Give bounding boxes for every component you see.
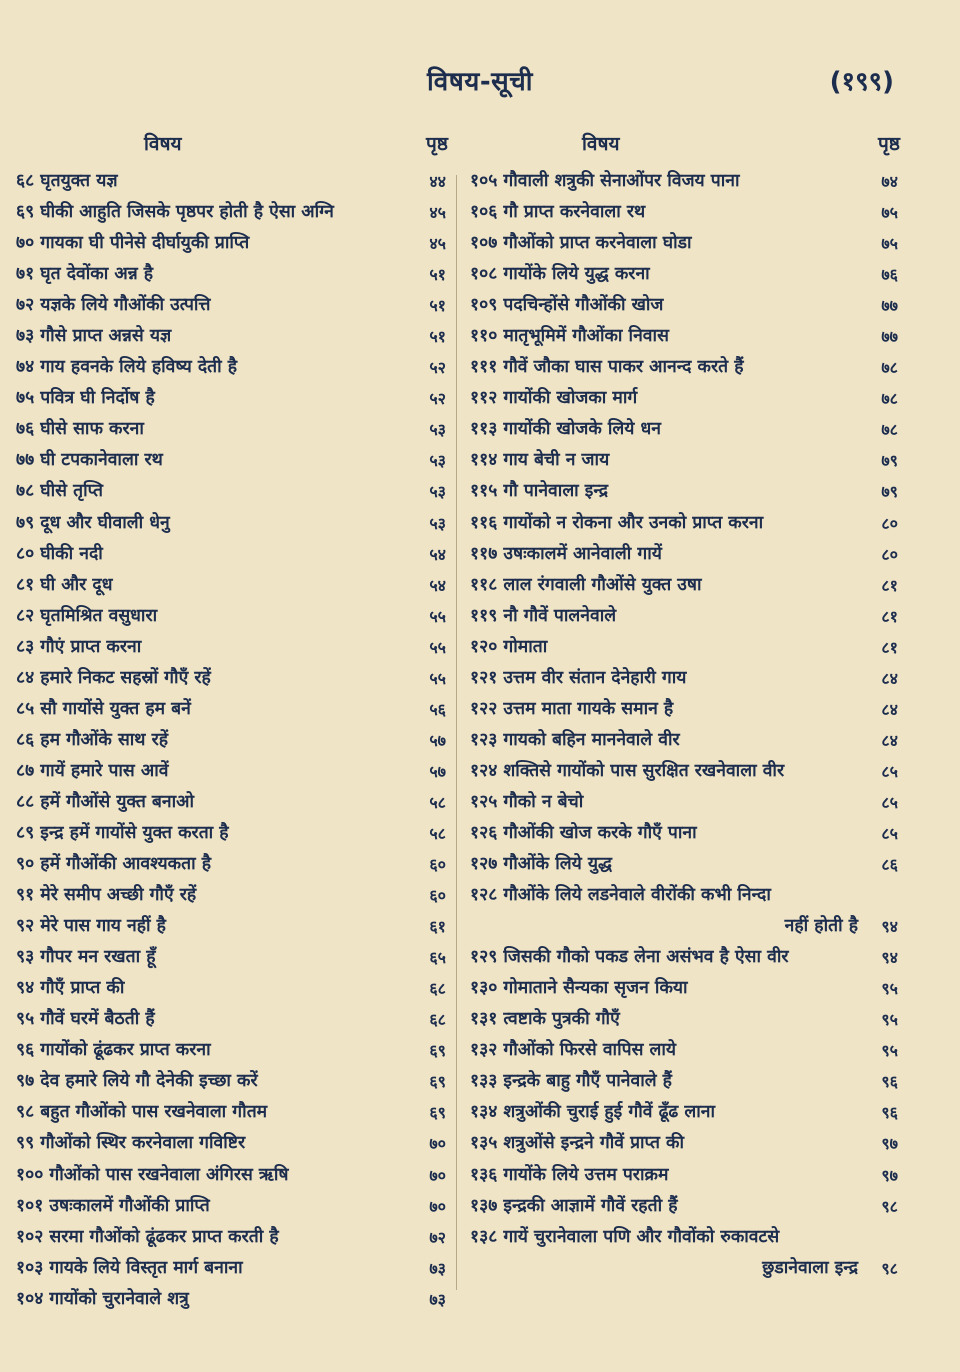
entry-page: ९५ xyxy=(881,1041,898,1061)
entry-page: ५६ xyxy=(429,699,446,719)
subject-heading: विषय xyxy=(582,133,620,155)
entry-page: ६० xyxy=(429,855,446,875)
entry-title: १२४ शक्तिसे गायोंको पास सुरक्षित रखनेवाला वीर xyxy=(470,760,785,781)
toc-entry xyxy=(16,1160,450,1191)
toc-entry xyxy=(470,1191,902,1222)
subject-heading: विषय xyxy=(144,133,182,155)
toc-entry xyxy=(16,663,450,694)
toc-entry xyxy=(470,290,902,321)
entry-page: ५१ xyxy=(429,327,446,347)
entry-page: ८५ xyxy=(881,792,898,812)
entry-page: ५४ xyxy=(429,575,446,595)
entry-title: ११२ गायोंकी खोजका मार्ग xyxy=(470,388,638,409)
entry-page: ५३ xyxy=(429,482,446,502)
entry-title: १३० गोमाताने सैन्यका सृजन किया xyxy=(470,978,688,999)
entry-page: ५२ xyxy=(429,389,446,409)
entry-title: ६९ घीकी आहुति जिसके पृष्ठपर होती है ऐसा अग्नि xyxy=(16,202,334,223)
entry-page: ८१ xyxy=(881,575,898,595)
toc-entry xyxy=(470,1128,902,1159)
entry-title: ९४ गौएँ प्राप्त की xyxy=(16,978,125,999)
toc-entry xyxy=(16,508,450,539)
toc-entry xyxy=(16,1066,450,1097)
toc-entry xyxy=(470,1097,902,1128)
entry-title: ११६ गायोंको न रोकना और उनको प्राप्त करना xyxy=(470,512,764,533)
entry-title: १२३ गायको बहिन माननेवाले वीर xyxy=(470,729,680,750)
entry-title: ८२ घृतमिश्रित वसुधारा xyxy=(16,605,158,626)
entry-title: ७५ पवित्र घी निर्दोष है xyxy=(16,388,155,409)
entry-page: ७९ xyxy=(881,451,898,471)
toc-entry xyxy=(16,259,450,290)
entry-page: ५५ xyxy=(429,637,446,657)
entry-title: ११७ उषःकालमें आनेवाली गायें xyxy=(470,543,662,564)
entry-title: ८५ सौ गायोंसे युक्त हम बनें xyxy=(16,698,191,719)
entry-page: ७० xyxy=(429,1134,446,1154)
entry-title: ८४ हमारे निकट सहस्रों गौएँ रहें xyxy=(16,667,211,688)
toc-entry xyxy=(470,197,902,228)
entry-title: १३५ शत्रुओंसे इन्द्रने गौवें प्राप्त की xyxy=(470,1133,684,1154)
entry-page: ६१ xyxy=(429,917,446,937)
entry-title: १३८ गायें चुरानेवाला पणि और गौवोंको रुकावटसे xyxy=(470,1226,780,1247)
entry-page: ५८ xyxy=(429,792,446,812)
left-column-header xyxy=(16,130,450,166)
entry-title: १३१ त्वष्टाके पुत्रकी गौएँ xyxy=(470,1009,620,1030)
toc-entry xyxy=(470,1253,902,1284)
toc-entry xyxy=(16,1097,450,1128)
entry-page: ६५ xyxy=(429,948,446,968)
entry-page: ९५ xyxy=(881,979,898,999)
toc-entry xyxy=(16,476,450,507)
toc-entry xyxy=(470,663,902,694)
toc-entry xyxy=(470,632,902,663)
entry-title: ७८ घीसे तृप्ति xyxy=(16,481,103,502)
entry-page: ५३ xyxy=(429,420,446,440)
entry-title: १३४ शत्रुओंकी चुराई हुई गौवें ढूँढ लाना xyxy=(470,1102,716,1123)
toc-entry xyxy=(470,911,902,942)
entry-title: १०७ गौओंको प्राप्त करनेवाला घोडा xyxy=(470,233,692,254)
entry-page: ४५ xyxy=(429,234,446,254)
entry-title: ११३ गायोंकी खोजके लिये धन xyxy=(470,419,662,440)
toc-entry xyxy=(470,476,902,507)
entry-page: ५१ xyxy=(429,296,446,316)
toc-entry xyxy=(470,880,902,911)
entry-page: ७० xyxy=(429,1196,446,1216)
entry-title: ७४ गाय हवनके लिये हविष्य देती है xyxy=(16,357,238,378)
toc-entry xyxy=(16,1284,450,1315)
toc-entry xyxy=(16,166,450,197)
entry-title: ८९ इन्द्र हमें गायोंसे युक्त करता है xyxy=(16,822,229,843)
toc-entry xyxy=(470,508,902,539)
entry-page: ५५ xyxy=(429,668,446,688)
toc-entry xyxy=(16,725,450,756)
entry-title: १०३ गायके लिये विस्तृत मार्ग बनाना xyxy=(16,1257,243,1278)
entry-title: १२६ गौओंकी खोज करके गौएँ पाना xyxy=(470,822,697,843)
toc-entry xyxy=(470,1035,902,1066)
toc-entry xyxy=(470,942,902,973)
toc-entry xyxy=(16,942,450,973)
left-column xyxy=(16,130,450,1315)
entry-title: १०५ गौवाली शत्रुकी सेनाओंपर विजय पाना xyxy=(470,171,740,191)
toc-entry xyxy=(470,166,902,197)
toc-entry xyxy=(16,880,450,911)
entry-title: १२७ गौओंके लिये युद्ध xyxy=(470,854,612,875)
toc-entry xyxy=(16,756,450,787)
toc-entry xyxy=(16,321,450,352)
entry-title: ९५ गौवें घरमें बैठती हैं xyxy=(16,1009,155,1030)
toc-entry xyxy=(16,570,450,601)
entry-page: ६८ xyxy=(429,979,446,999)
entry-page: ८४ xyxy=(881,730,898,750)
toc-entry xyxy=(470,570,902,601)
toc-entry xyxy=(16,445,450,476)
entry-page: ८६ xyxy=(881,855,898,875)
entry-page: ५४ xyxy=(429,544,446,564)
entry-title: ६८ घृतयुक्त यज्ञ xyxy=(16,171,118,191)
entry-page: ५५ xyxy=(429,606,446,626)
entry-title: १२० गोमाता xyxy=(470,636,548,657)
entry-title: ८८ हमें गौओंसे युक्त बनाओ xyxy=(16,791,195,812)
entry-page: ४५ xyxy=(429,203,446,223)
page-heading: पृष्ठ xyxy=(878,133,900,155)
entry-title: ११९ नौ गौवें पालनेवाले xyxy=(470,605,617,626)
entry-page: ५२ xyxy=(429,358,446,378)
toc-entry xyxy=(470,352,902,383)
toc-entry xyxy=(16,197,450,228)
entry-page: ७५ xyxy=(881,203,898,223)
right-column-header xyxy=(470,130,902,166)
toc-entry xyxy=(16,1004,450,1035)
entry-title: १२५ गौको न बेचो xyxy=(470,791,584,812)
toc-entry xyxy=(470,818,902,849)
entry-page: ९४ xyxy=(881,917,898,937)
entry-title: १०० गौओंको पास रखनेवाला अंगिरस ऋषि xyxy=(16,1164,289,1185)
entry-page: ७८ xyxy=(881,358,898,378)
toc-entry xyxy=(470,445,902,476)
entry-page: ५८ xyxy=(429,823,446,843)
entry-page: ८१ xyxy=(881,606,898,626)
entry-title: ११० मातृभूमिमें गौओंका निवास xyxy=(470,326,669,347)
toc-entry xyxy=(16,383,450,414)
entry-page: ६९ xyxy=(429,1072,446,1092)
entry-title: १२९ जिसकी गौको पकड लेना असंभव है ऐसा वीर xyxy=(470,947,789,968)
entry-page: ८४ xyxy=(881,699,898,719)
entry-title: ९२ मेरे पास गाय नहीं है xyxy=(16,916,166,937)
entry-page: ७४ xyxy=(881,172,898,191)
entry-title: ७१ घृत देवोंका अन्न है xyxy=(16,264,154,285)
toc-entry xyxy=(470,1160,902,1191)
entry-page: ९७ xyxy=(881,1134,898,1154)
toc-entry xyxy=(470,849,902,880)
toc-entry xyxy=(470,1222,902,1253)
entry-page: ५१ xyxy=(429,265,446,285)
toc-entry xyxy=(470,228,902,259)
entry-title: ७२ यज्ञके लिये गौओंकी उत्पत्ति xyxy=(16,295,211,316)
toc-entry xyxy=(16,911,450,942)
entry-title: १२८ गौओंके लिये लडनेवाले वीरोंकी कभी निन्दा xyxy=(470,885,771,906)
entry-title: १२१ उत्तम वीर संतान देनेहारी गाय xyxy=(470,667,687,688)
entry-title: १३७ इन्द्रकी आज्ञामें गौवें रहती हैं xyxy=(470,1195,678,1216)
entry-page: ७२ xyxy=(429,1227,446,1247)
entry-page: ७५ xyxy=(881,234,898,254)
entry-title: नहीं होती है xyxy=(784,916,858,937)
entry-title: १०८ गायोंके लिये युद्ध करना xyxy=(470,264,650,285)
entry-page: ६९ xyxy=(429,1103,446,1123)
entry-page: ८४ xyxy=(881,668,898,688)
entry-title: ७३ गौसे प्राप्त अन्नसे यज्ञ xyxy=(16,326,172,347)
entry-title: ८० घीकी नदी xyxy=(16,543,103,564)
toc-entry xyxy=(470,259,902,290)
entry-title: १३६ गायोंके लिये उत्तम पराक्रम xyxy=(470,1164,669,1185)
right-column xyxy=(470,130,902,1284)
entry-page: ७७ xyxy=(881,296,898,316)
entry-page: ७० xyxy=(429,1165,446,1185)
entry-title: ११४ गाय बेची न जाय xyxy=(470,450,610,471)
entry-title: ७९ दूध और घीवाली धेनु xyxy=(16,512,170,533)
entry-page: ५३ xyxy=(429,451,446,471)
toc-entry xyxy=(16,973,450,1004)
entry-page: ४४ xyxy=(429,172,446,191)
entry-title: १११ गौवें जौका घास पाकर आनन्द करते हैं xyxy=(470,357,744,378)
entry-page: ७८ xyxy=(881,420,898,440)
toc-entry xyxy=(470,1066,902,1097)
entry-page: ७३ xyxy=(429,1289,446,1309)
entry-page: ७९ xyxy=(881,482,898,502)
entry-page: ९६ xyxy=(881,1103,898,1123)
toc-entry xyxy=(16,352,450,383)
toc-entry xyxy=(16,228,450,259)
page-heading: पृष्ठ xyxy=(426,133,448,155)
entry-title: १०२ सरमा गौओंको ढूंढकर प्राप्त करती है xyxy=(16,1226,279,1247)
toc-entry xyxy=(470,1004,902,1035)
entry-title: ८३ गौएं प्राप्त करना xyxy=(16,636,142,657)
toc-entry xyxy=(16,601,450,632)
toc-entry xyxy=(470,539,902,570)
toc-entry xyxy=(16,818,450,849)
entry-page: ५७ xyxy=(429,761,446,781)
column-divider xyxy=(456,175,457,1290)
toc-entry xyxy=(16,1035,450,1066)
toc-entry xyxy=(470,787,902,818)
entry-page: ७८ xyxy=(881,389,898,409)
toc-entry xyxy=(470,756,902,787)
entry-title: ९६ गायोंको ढूंढकर प्राप्त करना xyxy=(16,1040,211,1061)
entry-page: ९४ xyxy=(881,948,898,968)
entry-page: ७६ xyxy=(881,265,898,285)
toc-entry xyxy=(470,973,902,1004)
entry-title: ११५ गौ पानेवाला इन्द्र xyxy=(470,481,609,502)
entry-page: ५३ xyxy=(429,513,446,533)
entry-page: ९७ xyxy=(881,1165,898,1185)
entry-title: ९७ देव हमारे लिये गौ देनेकी इच्छा करें xyxy=(16,1071,258,1092)
toc-entry xyxy=(470,383,902,414)
entry-page: ८० xyxy=(881,544,898,564)
entry-title: ७७ घी टपकानेवाला रथ xyxy=(16,450,163,471)
toc-entry xyxy=(16,539,450,570)
entry-title: छुडानेवाला इन्द्र xyxy=(762,1257,858,1278)
toc-entry xyxy=(470,414,902,445)
entry-page: ८१ xyxy=(881,637,898,657)
toc-entry xyxy=(16,1191,450,1222)
entry-title: ९१ मेरे समीप अच्छी गौएँ रहें xyxy=(16,885,197,906)
entry-title: ११८ लाल रंगवाली गौओंसे युक्त उषा xyxy=(470,574,702,595)
entry-title: ८६ हम गौओंके साथ रहें xyxy=(16,729,169,750)
entry-page: ७३ xyxy=(429,1258,446,1278)
toc-entry xyxy=(470,725,902,756)
entry-title: ९० हमें गौओंकी आवश्यकता है xyxy=(16,854,212,875)
entry-title: १०१ उषःकालमें गौओंकी प्राप्ति xyxy=(16,1195,210,1216)
toc-entry xyxy=(16,290,450,321)
toc-entry xyxy=(16,632,450,663)
entry-title: ९३ गौपर मन रखता हूँ xyxy=(16,947,156,968)
entry-title: १०९ पदचिन्होंसे गौओंकी खोज xyxy=(470,295,664,316)
entry-page: ९८ xyxy=(881,1196,898,1216)
entry-page: ५७ xyxy=(429,730,446,750)
entry-page: ८५ xyxy=(881,761,898,781)
entry-title: १२२ उत्तम माता गायके समान है xyxy=(470,698,674,719)
entry-title: १३३ इन्द्रके बाहु गौएँ पानेवाले हैं xyxy=(470,1071,672,1092)
entry-title: ७० गायका घी पीनेसे दीर्घायुकी प्राप्ति xyxy=(16,233,250,254)
entry-title: ८७ गायें हमारे पास आवें xyxy=(16,760,169,781)
left-entry-list xyxy=(16,166,450,1315)
entry-page: ९५ xyxy=(881,1010,898,1030)
entry-page: ८० xyxy=(881,513,898,533)
entry-page: ८५ xyxy=(881,823,898,843)
toc-entry xyxy=(16,414,450,445)
entry-title: १०६ गौ प्राप्त करनेवाला रथ xyxy=(470,202,646,223)
toc-entry xyxy=(470,601,902,632)
entry-page: ९८ xyxy=(881,1258,898,1278)
entry-page: ७७ xyxy=(881,327,898,347)
entry-title: ७६ घीसे साफ करना xyxy=(16,419,144,440)
page-number: (१९९) xyxy=(829,67,894,97)
toc-entry xyxy=(16,787,450,818)
toc-entry xyxy=(16,849,450,880)
right-entry-list xyxy=(470,166,902,1284)
toc-entry xyxy=(470,694,902,725)
entry-title: १३२ गौओंको फिरसे वापिस लाये xyxy=(470,1040,677,1061)
entry-title: ९९ गौओंको स्थिर करनेवाला गविष्टिर xyxy=(16,1133,246,1154)
page-title: विषय-सूची xyxy=(427,67,533,97)
entry-page: ६९ xyxy=(429,1041,446,1061)
toc-entry xyxy=(16,694,450,725)
toc-entry xyxy=(470,321,902,352)
toc-entry xyxy=(16,1222,450,1253)
toc-entry xyxy=(16,1128,450,1159)
entry-title: ८१ घी और दूध xyxy=(16,574,113,595)
toc-entry xyxy=(16,1253,450,1284)
entry-title: १०४ गायोंको चुरानेवाले शत्रु xyxy=(16,1288,189,1309)
entry-title: ९८ बहुत गौओंको पास रखनेवाला गौतम xyxy=(16,1102,268,1123)
entry-page: ६८ xyxy=(429,1010,446,1030)
entry-page: ६० xyxy=(429,886,446,906)
entry-page: ९६ xyxy=(881,1072,898,1092)
